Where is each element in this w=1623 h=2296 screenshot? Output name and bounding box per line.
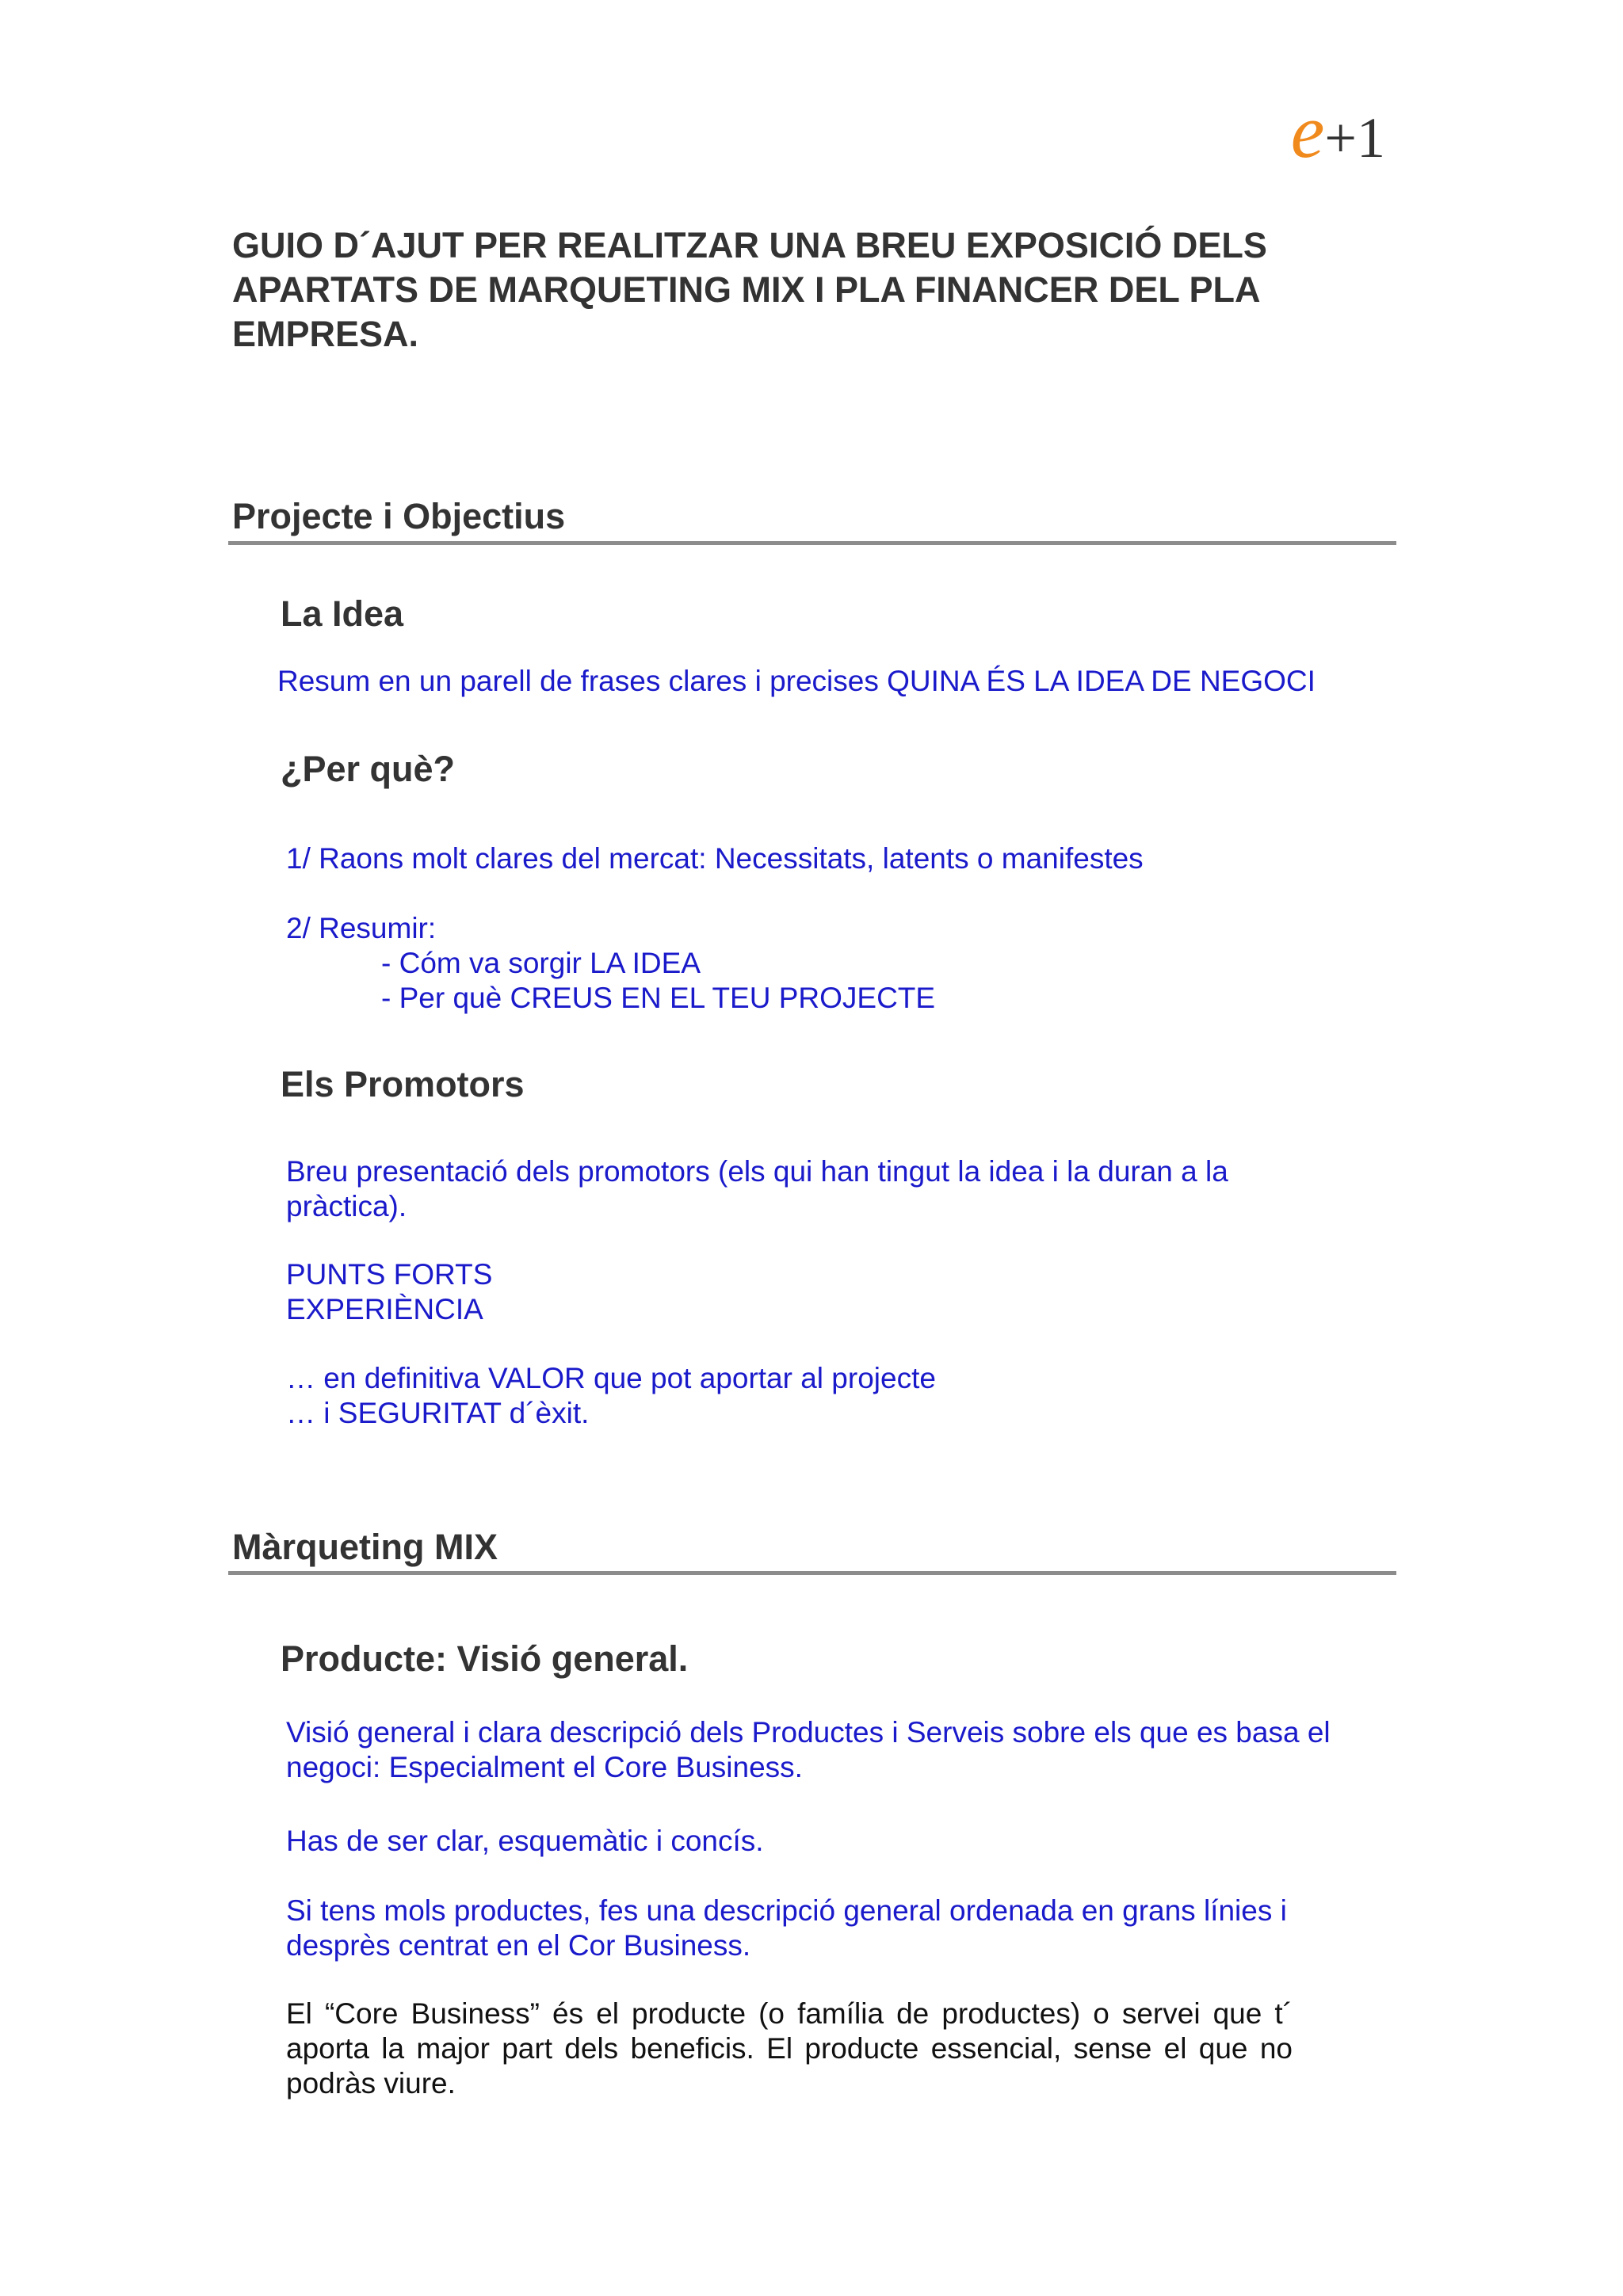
- section-heading-marqueting: Màrqueting MIX: [232, 1527, 498, 1567]
- producte-paragraph-4: [286, 1997, 1293, 2101]
- subheading-la-idea: La Idea: [281, 593, 404, 634]
- experiencia: EXPERIÈNCIA: [286, 1293, 483, 1325]
- logo-e: e: [1290, 89, 1325, 174]
- producte-p3-line-1: Si tens mols productes, fes una descripció general ordenada en grans línies i: [286, 1894, 1287, 1927]
- producte-p4-line-1: El “Core Business” és el producte (o família de productes) o servei que t´: [286, 1997, 1293, 2030]
- seguretat-line: … i SEGURITAT d´èxit.: [286, 1397, 590, 1429]
- perque-point-2-block: [286, 911, 935, 1016]
- promotors-value: [286, 1361, 936, 1431]
- punts-forts: PUNTS FORTS: [286, 1258, 493, 1291]
- producte-p1-line-1: Visió general i clara descripció dels Productes i Serveis sobre els que es basa el: [286, 1716, 1331, 1749]
- section-divider: [228, 1571, 1396, 1575]
- subheading-promotors: Els Promotors: [281, 1064, 525, 1104]
- producte-p4-line-2: aporta la major part dels beneficis. El producte essencial, sense el que no: [286, 2032, 1293, 2065]
- promotors-description: [286, 1154, 1228, 1224]
- idea-text: Resum en un parell de frases clares i precises QUINA ÉS LA IDEA DE NEGOCI: [277, 665, 1316, 697]
- section-heading-projecte: Projecte i Objectius: [232, 496, 566, 536]
- promotors-strengths: [286, 1257, 492, 1327]
- perque-sub-1: - Cóm va sorgir LA IDEA: [381, 947, 701, 979]
- perque-sub-2: - Per què CREUS EN EL TEU PROJECTE: [381, 982, 936, 1014]
- promotors-line-2: pràctica).: [286, 1190, 407, 1222]
- producte-p4-line-3: podràs viure.: [286, 2067, 456, 2100]
- producte-p1-line-2: negoci: Especialment el Core Business.: [286, 1751, 803, 1783]
- producte-paragraph-2: Has de ser clar, esquemàtic i concís.: [286, 1825, 764, 1857]
- perque-point-1: 1/ Raons molt clares del mercat: Necessitats, latents o manifestes: [286, 842, 1144, 875]
- document-title: GUIO D´AJUT PER REALITZAR UNA BREU EXPOSICIÓ DELS APARTATS DE MARQUETING MIX I PLA FINANCER DEL PLA EMPRESA.: [232, 225, 1267, 354]
- subheading-per-que: ¿Per què?: [281, 749, 456, 789]
- company-logo: [1290, 89, 1385, 174]
- logo-plus-one: +1: [1324, 106, 1385, 170]
- producte-paragraph-3: [286, 1894, 1287, 1963]
- subheading-producte: Producte: Visió general.: [281, 1638, 689, 1679]
- section-divider: [228, 541, 1396, 545]
- promotors-line-1: Breu presentació dels promotors (els qui han tingut la idea i la duran a la: [286, 1155, 1228, 1188]
- producte-paragraph-1: [286, 1715, 1331, 1785]
- producte-p3-line-2: desprès centrat en el Cor Business.: [286, 1929, 751, 1962]
- valor-line: … en definitiva VALOR que pot aportar al projecte: [286, 1362, 936, 1394]
- perque-point-2: 2/ Resumir:: [286, 912, 437, 944]
